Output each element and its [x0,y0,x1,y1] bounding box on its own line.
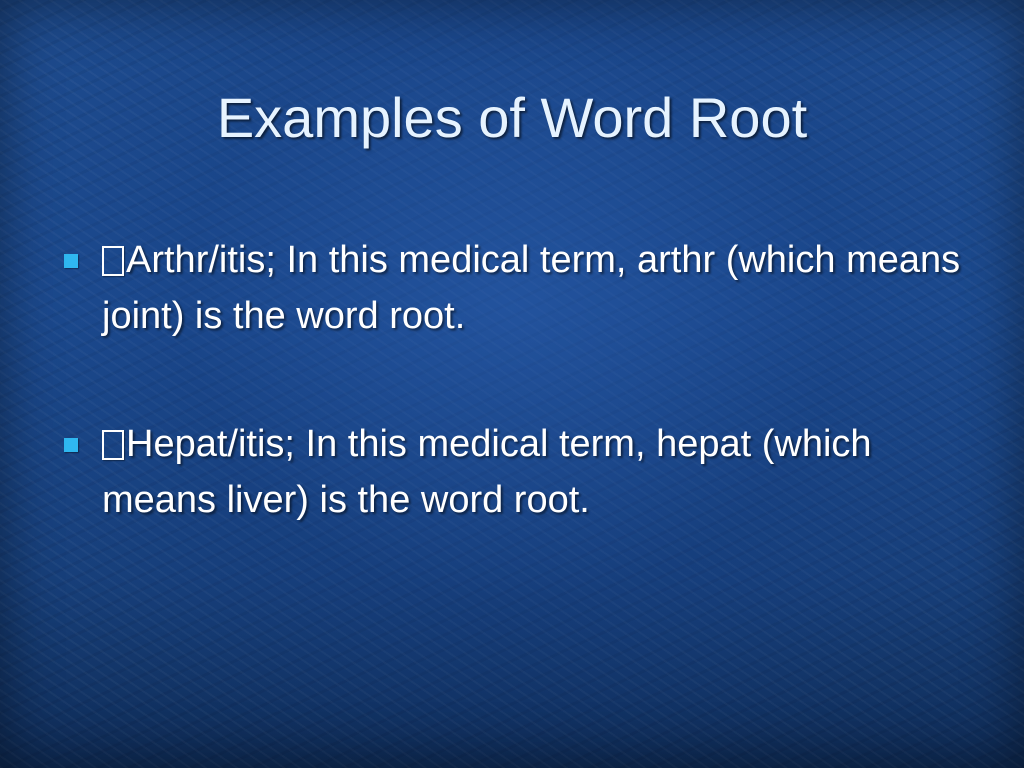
bullet-item [62,232,962,344]
bullet-list [62,232,962,600]
slide-title: Examples of Word Root [216,86,808,149]
bullet-text: Arthr/itis; In this medical term, arthr (which means joint) is the word root. [102,239,961,337]
square-bullet-icon [64,438,78,452]
bullet-text: Hepat/itis; In this medical term, hepat (which means liver) is the word root. [102,423,872,521]
missing-glyph-box-icon [102,430,124,460]
square-bullet-icon [64,254,78,268]
missing-glyph-box-icon [102,246,124,276]
bullet-item [62,416,962,528]
